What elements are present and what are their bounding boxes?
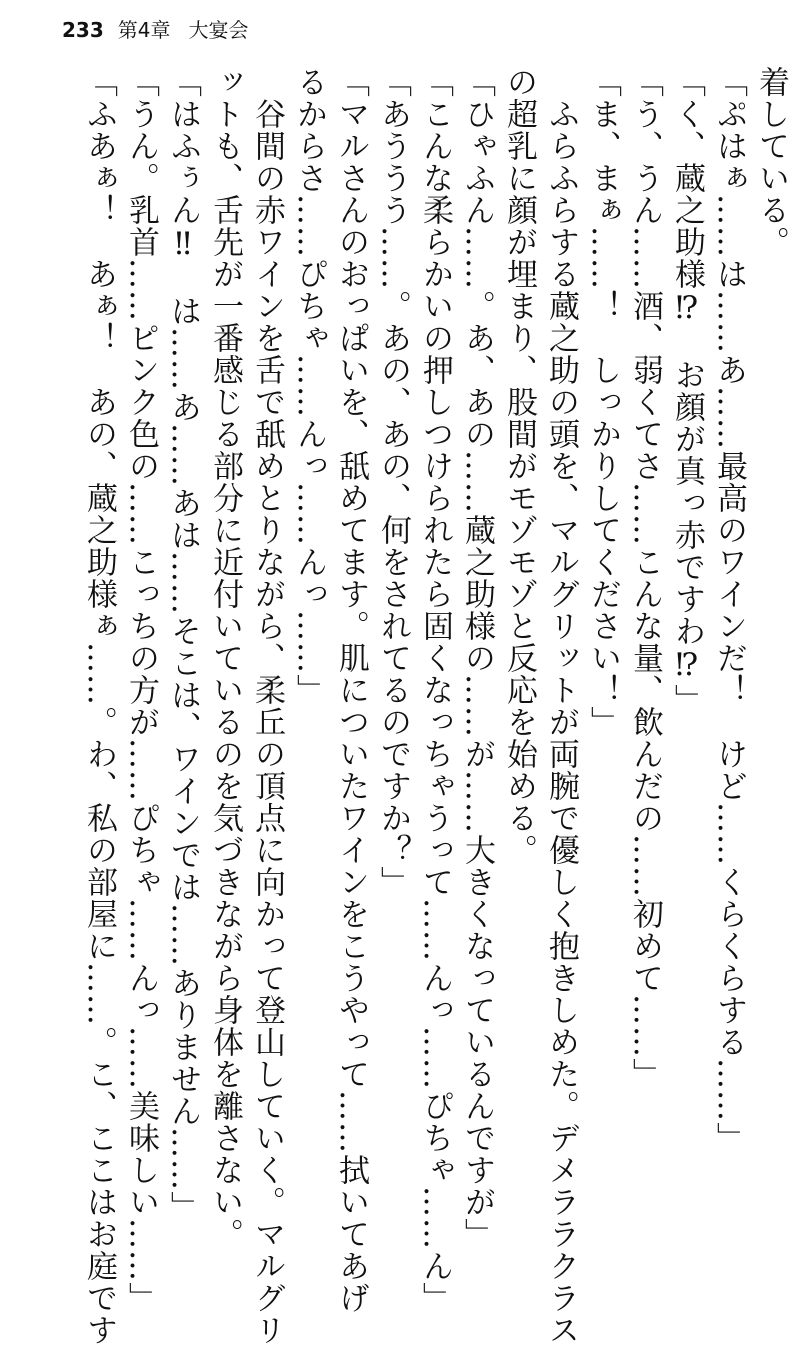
text-line: の超乳に顔が埋まり、股間がモゾモゾと反応を始める。 <box>501 66 537 866</box>
text-line: 「はふぅん‼ は……あ……あは……そこは、ワインでは……ありません……」 <box>165 66 201 1223</box>
text-line: 「ぷはぁ……は……あ……最高のワインだ！ けど……くらくらする……」 <box>711 66 747 1154</box>
text-line: 「く、蔵之助様⁉ お顔が真っ赤ですわ⁉」 <box>669 66 705 716</box>
text-line: 「あううう……。あの、あの、何をされてるのですか？」 <box>375 66 411 898</box>
text-line: 「ひゃふん……。あ、あの……蔵之助様の……が……大きくなっているんですが」 <box>459 66 495 1250</box>
page-number: 233 <box>62 18 104 42</box>
text-line: 谷間の赤ワインを舌で舐めとりながら、柔丘の頂点に向かって登山していく。マルグリ <box>249 66 285 1346</box>
text-line: ットも、舌先が一番感じる部分に近付いているのを気づきながら身体を離さない。 <box>207 66 243 1250</box>
text-line: 着している。 <box>753 66 789 258</box>
running-header <box>62 14 248 43</box>
body-text <box>52 66 792 1346</box>
chapter-number: 第4章 <box>117 18 171 42</box>
text-line: 「マルさんのおっぱいを、舐めてます。肌についたワインをこうやって……拭いてあげ <box>333 66 369 1314</box>
text-line: 「う、うん……酒、弱くてさ……こんな量、飲んだの……初めて……」 <box>627 66 663 1090</box>
text-line: 「ま、まぁ……！ しっかりしてください！」 <box>585 66 621 738</box>
text-line: 「こんな柔らかいの押しつけられたら固くなっちゃうって……んっ……ぴちゃ……ん」 <box>417 66 453 1314</box>
text-line: 「うん。乳首……ピンク色の……こっちの方が……ぴちゃ……んっ……美味しい……」 <box>123 66 159 1314</box>
text-line: るからさ……ぴちゃ……んっ……んっ……」 <box>291 66 327 706</box>
text-line: 「ふあぁ！ あぁ！ あの、蔵之助様ぁ……。わ、私の部屋に……。こ、ここはお庭です <box>81 66 117 1346</box>
text-line: ふらふらする蔵之助の頭を、マルグリットが両腕で優しく抱きしめた。デメララクラス <box>543 66 579 1346</box>
chapter-title: 大宴会 <box>188 18 249 42</box>
